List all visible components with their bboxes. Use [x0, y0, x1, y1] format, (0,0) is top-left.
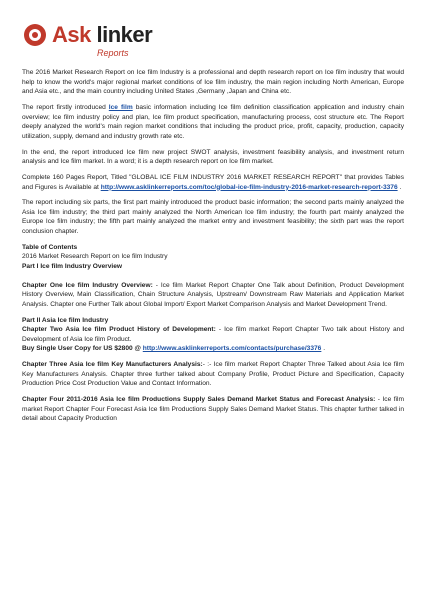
- chapter-four: Chapter Four 2011-2016 Asia Ice film Productions Supply Sales Demand Market Status and Forecast Analysis: - Ice film market Report Chapter Four Forecast Asia Ice film Productions Supply Sales Demand Market Status. This chapter further talked in detail about Capacity Production: [22, 396, 404, 423]
- description-paragraph: The report firstly introduced Ice film basic information including Ice film definition classification application and industry chain overview; Ice film industry policy and plan, Ice film product specification, manufacturing process, cost structure etc. The Report deeply analyzed the world's main region market conditions that including the product price, profit, capacity, production, capacity utilization, supply, demand and industry growth rate etc.: [22, 103, 404, 140]
- ice-film-link[interactable]: Ice film: [108, 103, 133, 111]
- report-availability-paragraph: Complete 160 Pages Report, Titled "GLOBAL ICE FILM INDUSTRY 2016 MARKET RESEARCH REPORT" that provides Tables and Figures is Available at http://www.asklinkerreports.com/toc/global-ice-film-industry-2016-market-research-report-3376 .: [22, 173, 404, 191]
- part1-heading: Part I Ice film Industry Overview: [22, 263, 123, 271]
- logo-sub: Reports: [97, 48, 129, 58]
- chapter-three: Chapter Three Asia Ice film Key Manufacturers Analysis:- :- Ice film market Report Chapter Three Talked about Asia Ice film Key Manufacturers Analysis. Chapter three further talked about Company Profile, Product Picture and Specification, Capacity Production Price Cost Production Value and Contact Information.: [22, 361, 404, 388]
- conclusion-paragraph: In the end, the report introduced Ice film new project SWOT analysis, investment feasibility analysis, and investment return analysis and Ice film market. In a word; it is a depth research report on Ice film market.: [22, 148, 404, 166]
- part2-heading: Part II Asia Ice film Industry: [22, 316, 109, 324]
- purchase-link[interactable]: http://www.asklinkerreports.com/contacts/purchase/3376: [142, 345, 322, 353]
- toc-link[interactable]: http://www.asklinkerreports.com/toc/global-ice-film-industry-2016-market-research-report-3376: [100, 183, 398, 191]
- chapter-one: Chapter One Ice film Industry Overview: - Ice film Market Report Chapter One Talk about Definition, Product Development History Overview, Main Classification, Chain Structure Analysis, Upstream/ Downstream Raw Materials and Application Market Analysis. Chapter one Further Talk about Global Import/ Export Market Comparison Analysis and Market Development Trend.: [22, 281, 404, 308]
- ask-linker-logo: [22, 22, 153, 66]
- logo-mark-icon: [22, 22, 52, 48]
- toc-subtitle: 2016 Market Research Report on Ice film Industry: [22, 253, 168, 261]
- structure-paragraph: The report including six parts, the first part mainly introduced the product basic information; the second parts mainly analyzed the Asia Ice film industry; the third part mainly analyzed the North American Ice film industry; the fourth part mainly analyzed the Europe Ice film industry; the fifth part mainly analyzed the market entry and investment feasibility; the sixth part was the report conclusion chapter.: [22, 199, 404, 236]
- report-body: [22, 68, 404, 424]
- toc-heading: Table of Contents: [22, 243, 78, 251]
- chapter-two: Chapter Two Asia Ice film Product History of Development: - Ice film market Report Chapter Two talk about History and Development of Asia Ice film Product.: [22, 326, 404, 343]
- logo-brand: Ask linker: [52, 22, 153, 47]
- intro-paragraph: The 2016 Market Research Report on Ice film Industry is a professional and depth research report on Ice film industry that would help to know the world's major regional market conditions of Ice film industry, the main region including North American, Europe and Asia etc., and the main country including United States ,Germany ,Japan and China etc.: [22, 69, 404, 96]
- buy-line: Buy Single User Copy for US $2800 @ http://www.asklinkerreports.com/contacts/purchase/3376 .: [22, 345, 326, 353]
